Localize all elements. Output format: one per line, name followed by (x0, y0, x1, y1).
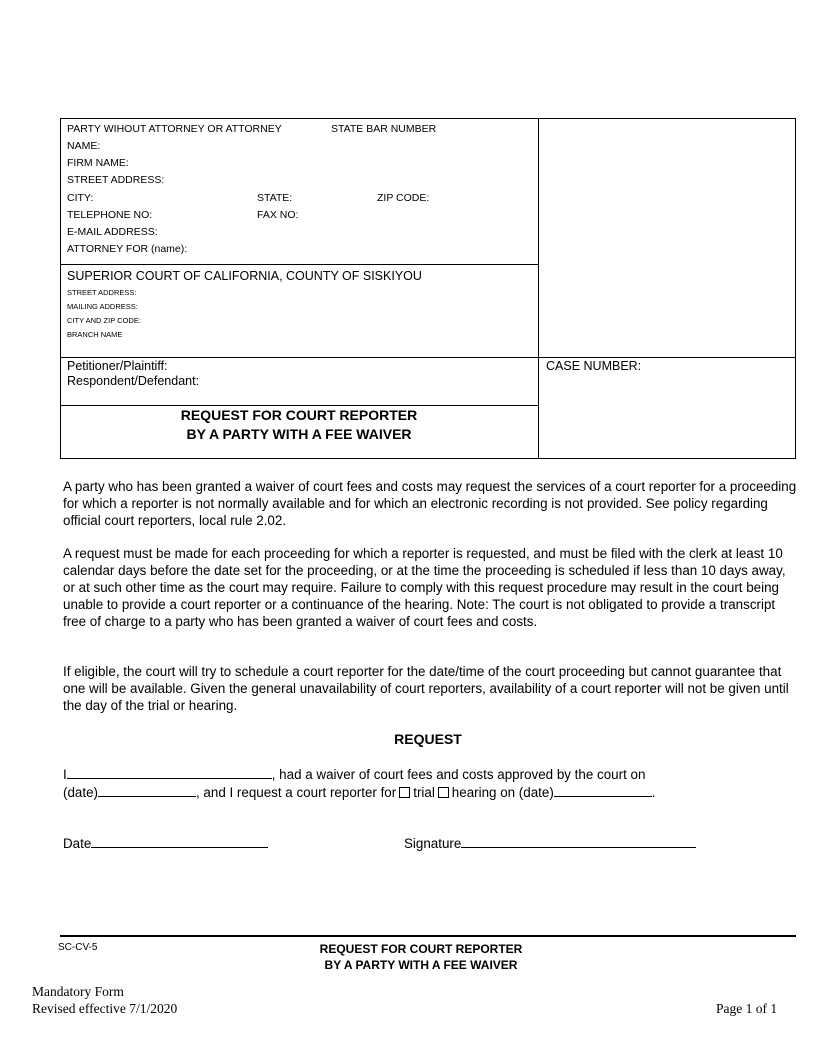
attorney-for-label: ATTORNEY FOR (name): (67, 243, 188, 255)
footer-rule (60, 935, 796, 937)
footer-title (270, 941, 572, 973)
request-end: . (651, 785, 656, 800)
date-blank[interactable] (91, 834, 268, 848)
form-title-line1: REQUEST FOR COURT REPORTER (180, 407, 418, 423)
form-title-line2: BY A PARTY WITH A FEE WAIVER (186, 426, 412, 442)
court-city-zip-label: CITY AND ZIP CODE: (67, 316, 141, 325)
request-line-1 (63, 765, 645, 784)
hearing-checkbox[interactable] (438, 787, 449, 798)
request-text-1: , had a waiver of court fees and costs approved by the court on (271, 767, 646, 782)
court-name: SUPERIOR COURT OF CALIFORNIA, COUNTY OF SISKIYOU (67, 269, 422, 283)
street-address-label: STREET ADDRESS: (67, 174, 165, 186)
hearing-label: hearing on (date) (451, 785, 554, 800)
page-number: Page 1 of 1 (716, 1001, 778, 1016)
caption-divider-vertical (538, 118, 539, 459)
signature-label: Signature (404, 836, 462, 851)
firm-name-label: FIRM NAME: (67, 157, 129, 169)
trial-checkbox[interactable] (399, 787, 410, 798)
request-line-2 (63, 783, 656, 802)
signature-row (404, 834, 696, 851)
respondent-label: Respondent/Defendant: (67, 374, 200, 388)
date-label: Date (63, 836, 92, 851)
petitioner-label: Petitioner/Plaintiff: (67, 359, 168, 373)
name-field-label: NAME: (67, 140, 101, 152)
paragraph-2: A request must be made for each proceeding for which a reporter is requested, and must be filed with the clerk at least 10 calendar days before the date set for the proceeding, or at the time the proceeding is scheduled if less than 10 days away, or at such other time as the court may require. Failure to comply with this request procedure may result in the court being unable to provide a court reporter or a continuance of the hearing. Note: The court is not obligated to provide a transcript free of charge to a party who has been granted a waiver of court fees and costs. (63, 546, 786, 629)
zip-code-label: ZIP CODE: (377, 192, 430, 204)
paragraph-3: If eligible, the court will try to schedule a court reporter for the date/time of the court proceeding but cannot guarantee that one will be available. Given the general unavailability of court reporters, availability of a court reporter will not be given until the day of the trial or hearing. (63, 664, 789, 713)
form-title (60, 406, 538, 444)
court-mailing-label: MAILING ADDRESS: (67, 302, 138, 311)
footer-title-line1: REQUEST FOR COURT REPORTER (319, 942, 523, 956)
case-number-label: CASE NUMBER: (546, 359, 642, 373)
footer-title-line2: BY A PARTY WITH A FEE WAIVER (324, 958, 518, 972)
signature-blank[interactable] (461, 834, 696, 848)
approval-date-label: (date) (63, 785, 98, 800)
caption-divider-2 (60, 357, 796, 358)
mandatory-form-label: Mandatory Form (32, 984, 124, 999)
state-bar-number-label: STATE BAR NUMBER (331, 123, 437, 135)
city-label: CITY: (67, 192, 94, 204)
email-label: E-MAIL ADDRESS: (67, 226, 158, 238)
request-text-2: , and I request a court reporter for (195, 785, 397, 800)
paragraph-1: A party who has been granted a waiver of court fees and costs may request the services of a court reporter for a proceeding for which a reporter is not normally available and for which an electronic recording is not provided. See policy regarding official court reporters, local rule 2.02. (63, 479, 797, 528)
form-code: SC-CV-5 (58, 942, 98, 953)
party-header-label: PARTY WIHOUT ATTORNEY OR ATTORNEY (67, 123, 282, 135)
caption-divider-1 (60, 264, 538, 265)
telephone-label: TELEPHONE NO: (67, 209, 153, 221)
request-heading: REQUEST (394, 731, 462, 747)
hearing-date-blank[interactable] (554, 783, 652, 797)
court-branch-label: BRANCH NAME (67, 330, 123, 339)
name-blank[interactable] (67, 765, 272, 779)
date-row (63, 834, 268, 851)
court-street-label: STREET ADDRESS: (67, 288, 137, 297)
state-label: STATE: (257, 192, 293, 204)
fax-label: FAX NO: (257, 209, 299, 221)
approval-date-blank[interactable] (98, 783, 196, 797)
request-i: I (63, 767, 67, 782)
trial-label: trial (413, 785, 435, 800)
revised-date-label: Revised effective 7/1/2020 (32, 1001, 178, 1016)
